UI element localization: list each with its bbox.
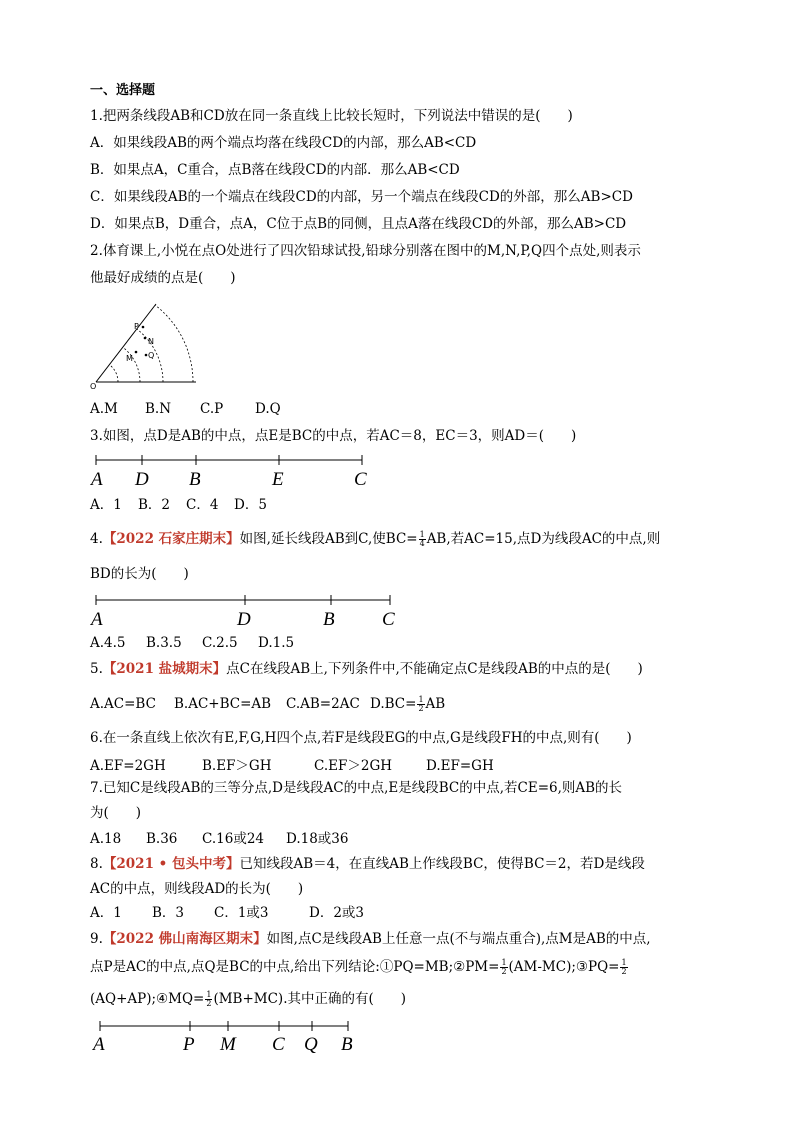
q4-source-tag: 【2022 石家庄期末】 [102, 531, 240, 547]
q3-label-b: B [189, 469, 201, 490]
q4-options [90, 634, 294, 652]
q9-stem-line3 [90, 990, 406, 1008]
q9-fraction-1 [500, 959, 507, 976]
q2-option-d: D.Q [255, 401, 281, 417]
q3-option-a: A．1 [90, 497, 122, 513]
q4-fraction [419, 531, 426, 548]
q6-options [90, 757, 494, 775]
q3-segment-figure [88, 452, 378, 492]
q1-option-a: A．如果线段AB的两个端点均落在线段CD的内部，那么AB<CD [90, 135, 477, 151]
q8-option-a: A．1 [90, 905, 122, 921]
q9-fraction-2-denominator: 2 [621, 967, 627, 976]
q8-stem-line2: AC的中点，则线段AD的长为( ) [90, 881, 304, 897]
q6-option-d: D.EF=GH [426, 758, 494, 774]
q5-number: 5. [90, 661, 103, 677]
q9-stem-line2-part1: 点P是AC的中点,点Q是BC的中点,给出下列结论:①PQ=MB;②PM= [90, 959, 500, 975]
q3-option-c: C．4 [186, 497, 219, 513]
q8-source-tag: 【2021 • 包头中考】 [102, 856, 240, 872]
q4-option-c: C.2.5 [202, 635, 238, 651]
q4-stem-part1: 如图,延长线段AB到C,使BC= [239, 531, 418, 547]
q4-label-b: B [323, 609, 335, 630]
q9-label-a: A [93, 1034, 105, 1055]
q9-stem-text: 如图,点C是线段AB上任意一点(不与端点重合),点M是AB的中点, [266, 931, 651, 947]
q8-option-d: D．2或3 [309, 905, 365, 921]
q7-options [90, 830, 349, 848]
q2-label-o: O [90, 382, 97, 391]
q8-stem-text: 已知线段AB＝4，在直线AB上作线段BC，使得BC＝2，若D是线段 [239, 856, 645, 872]
q8-options [90, 904, 364, 922]
q6-option-a: A.EF=2GH [90, 758, 166, 774]
q5-stem-text: 点C在线段AB上,下列条件中,不能确定点C是线段AB的中点的是( ) [226, 661, 643, 677]
q2-option-a: A.M [90, 401, 118, 417]
q3-stem: 3.如图，点D是AB的中点，点E是BC的中点，若AC＝8，EC＝3，则AD＝( ) [90, 428, 577, 444]
q7-option-a: A.18 [90, 831, 122, 847]
q6-option-c: C.EF＞2GH [314, 758, 393, 774]
q9-number: 9. [90, 931, 103, 947]
q5-options [90, 695, 445, 713]
q5-option-b: B.AC+BC=AB [174, 696, 272, 712]
q2-throw-figure [88, 300, 203, 392]
q1-option-d: D．如果点B，D重合，点A，C位于点B的同侧，且点A落在线段CD的外部，那么AB>CD [90, 216, 627, 232]
q7-stem-line1: 7.已知C是线段AB的三等分点,D是线段AC的中点,E是线段BC的中点,若CE=6,则AB的长 [90, 780, 623, 796]
q3-label-c: C [354, 469, 367, 490]
q5-option-a: A.AC=BC [90, 696, 156, 712]
q9-segment-figure [88, 1018, 368, 1060]
q9-fraction-1-denominator: 2 [501, 967, 507, 976]
q2-option-c: C.P [200, 401, 224, 417]
q6-stem: 6.在一条直线上依次有E,F,G,H四个点,若F是线段EG的中点,G是线段FH的中点,则有( ) [90, 730, 632, 746]
q4-label-a: A [91, 609, 103, 630]
q9-fraction-3-numerator: 1 [206, 990, 212, 999]
q5-option-c: C.AB=2AC [286, 696, 360, 712]
q4-stem-part2: AB,若AC=15,点D为线段AC的中点,则 [426, 531, 661, 547]
q2-options [90, 400, 281, 418]
q5-option-d-text: D.BC= [370, 696, 417, 712]
q5-option-d-fraction [417, 696, 424, 713]
q1-option-b: B．如果点A，C重合，点B落在线段CD的内部．那么AB<CD [90, 162, 460, 178]
q2-option-b: B.N [145, 401, 172, 417]
q1-stem: 1.把两条线段AB和CD放在同一条直线上比较长短时，下列说法中错误的是( ) [90, 108, 573, 124]
q9-source-tag: 【2022 佛山南海区期末】 [102, 931, 267, 947]
q9-fraction-3-denominator: 2 [206, 999, 212, 1008]
q8-stem-line1 [90, 855, 645, 873]
q9-label-m: M [220, 1034, 236, 1055]
q7-stem-line2: 为( ) [90, 805, 142, 821]
q9-stem-line3-part1: (AQ+AP);④MQ= [90, 991, 205, 1007]
q3-option-b: B．2 [138, 497, 171, 513]
q4-fraction-denominator: 4 [419, 539, 425, 548]
q4-segment-figure [88, 590, 408, 630]
q9-stem-line2-part2: (AM-MC);③PQ= [508, 959, 620, 975]
q5-fraction-denominator: 2 [418, 704, 424, 713]
q2-label-n: N [148, 337, 154, 346]
q4-number: 4. [90, 531, 103, 547]
q9-stem-line3-part2: (MB+MC).其中正确的有( ) [213, 991, 407, 1007]
q3-label-e: E [272, 469, 284, 490]
q4-stem-line1 [90, 530, 660, 548]
q4-label-d: D [237, 609, 251, 630]
section-title: 一、选择题 [90, 83, 156, 98]
q4-stem-line2: BD的长为( ) [90, 566, 189, 582]
q1-option-c: C．如果线段AB的一个端点在线段CD的内部，另一个端点在线段CD的外部，那么AB>CD [90, 189, 633, 205]
q6-option-b: B.EF＞GH [202, 758, 272, 774]
q3-option-d: D．5 [234, 497, 267, 513]
q9-fraction-3 [205, 991, 212, 1008]
q4-option-d: D.1.5 [258, 635, 295, 651]
q3-label-d: D [135, 469, 149, 490]
q9-fraction-2-numerator: 1 [621, 958, 627, 967]
q9-fraction-2 [620, 959, 627, 976]
q5-option-d-tail: AB [425, 696, 446, 712]
q9-fraction-1-numerator: 1 [501, 958, 507, 967]
q2-stem-line1: 2.体育课上,小悦在点O处进行了四次铅球试投,铅球分别落在图中的M,N,P,Q四个点处,则表示 [90, 243, 641, 259]
q2-stem-line2: 他最好成绩的点是( ) [90, 270, 236, 286]
q5-stem [90, 660, 643, 678]
q8-option-b: B．3 [152, 905, 185, 921]
q2-label-p: P [134, 322, 139, 331]
q4-label-c: C [382, 609, 395, 630]
q2-label-m: M [126, 354, 133, 363]
q4-option-a: A.4.5 [90, 635, 126, 651]
q9-label-b: B [341, 1034, 353, 1055]
q7-option-c: C.16或24 [202, 831, 264, 847]
q5-source-tag: 【2021 盐城期末】 [102, 661, 227, 677]
q5-option-d [370, 695, 445, 713]
q9-stem-line2 [90, 958, 629, 976]
q4-fraction-numerator: 1 [419, 530, 425, 539]
q2-label-q: Q [148, 351, 155, 360]
q9-label-p: P [183, 1034, 195, 1055]
q9-stem-line1 [90, 930, 651, 948]
q9-label-q: Q [304, 1034, 318, 1055]
q8-option-c: C．1或3 [214, 905, 269, 921]
q9-label-c: C [272, 1034, 285, 1055]
q5-fraction-numerator: 1 [418, 695, 424, 704]
q3-label-a: A [91, 469, 103, 490]
q3-options [90, 496, 267, 514]
q4-option-b: B.3.5 [146, 635, 182, 651]
q7-option-d: D.18或36 [286, 831, 349, 847]
q7-option-b: B.36 [146, 831, 178, 847]
q8-number: 8. [90, 856, 103, 872]
